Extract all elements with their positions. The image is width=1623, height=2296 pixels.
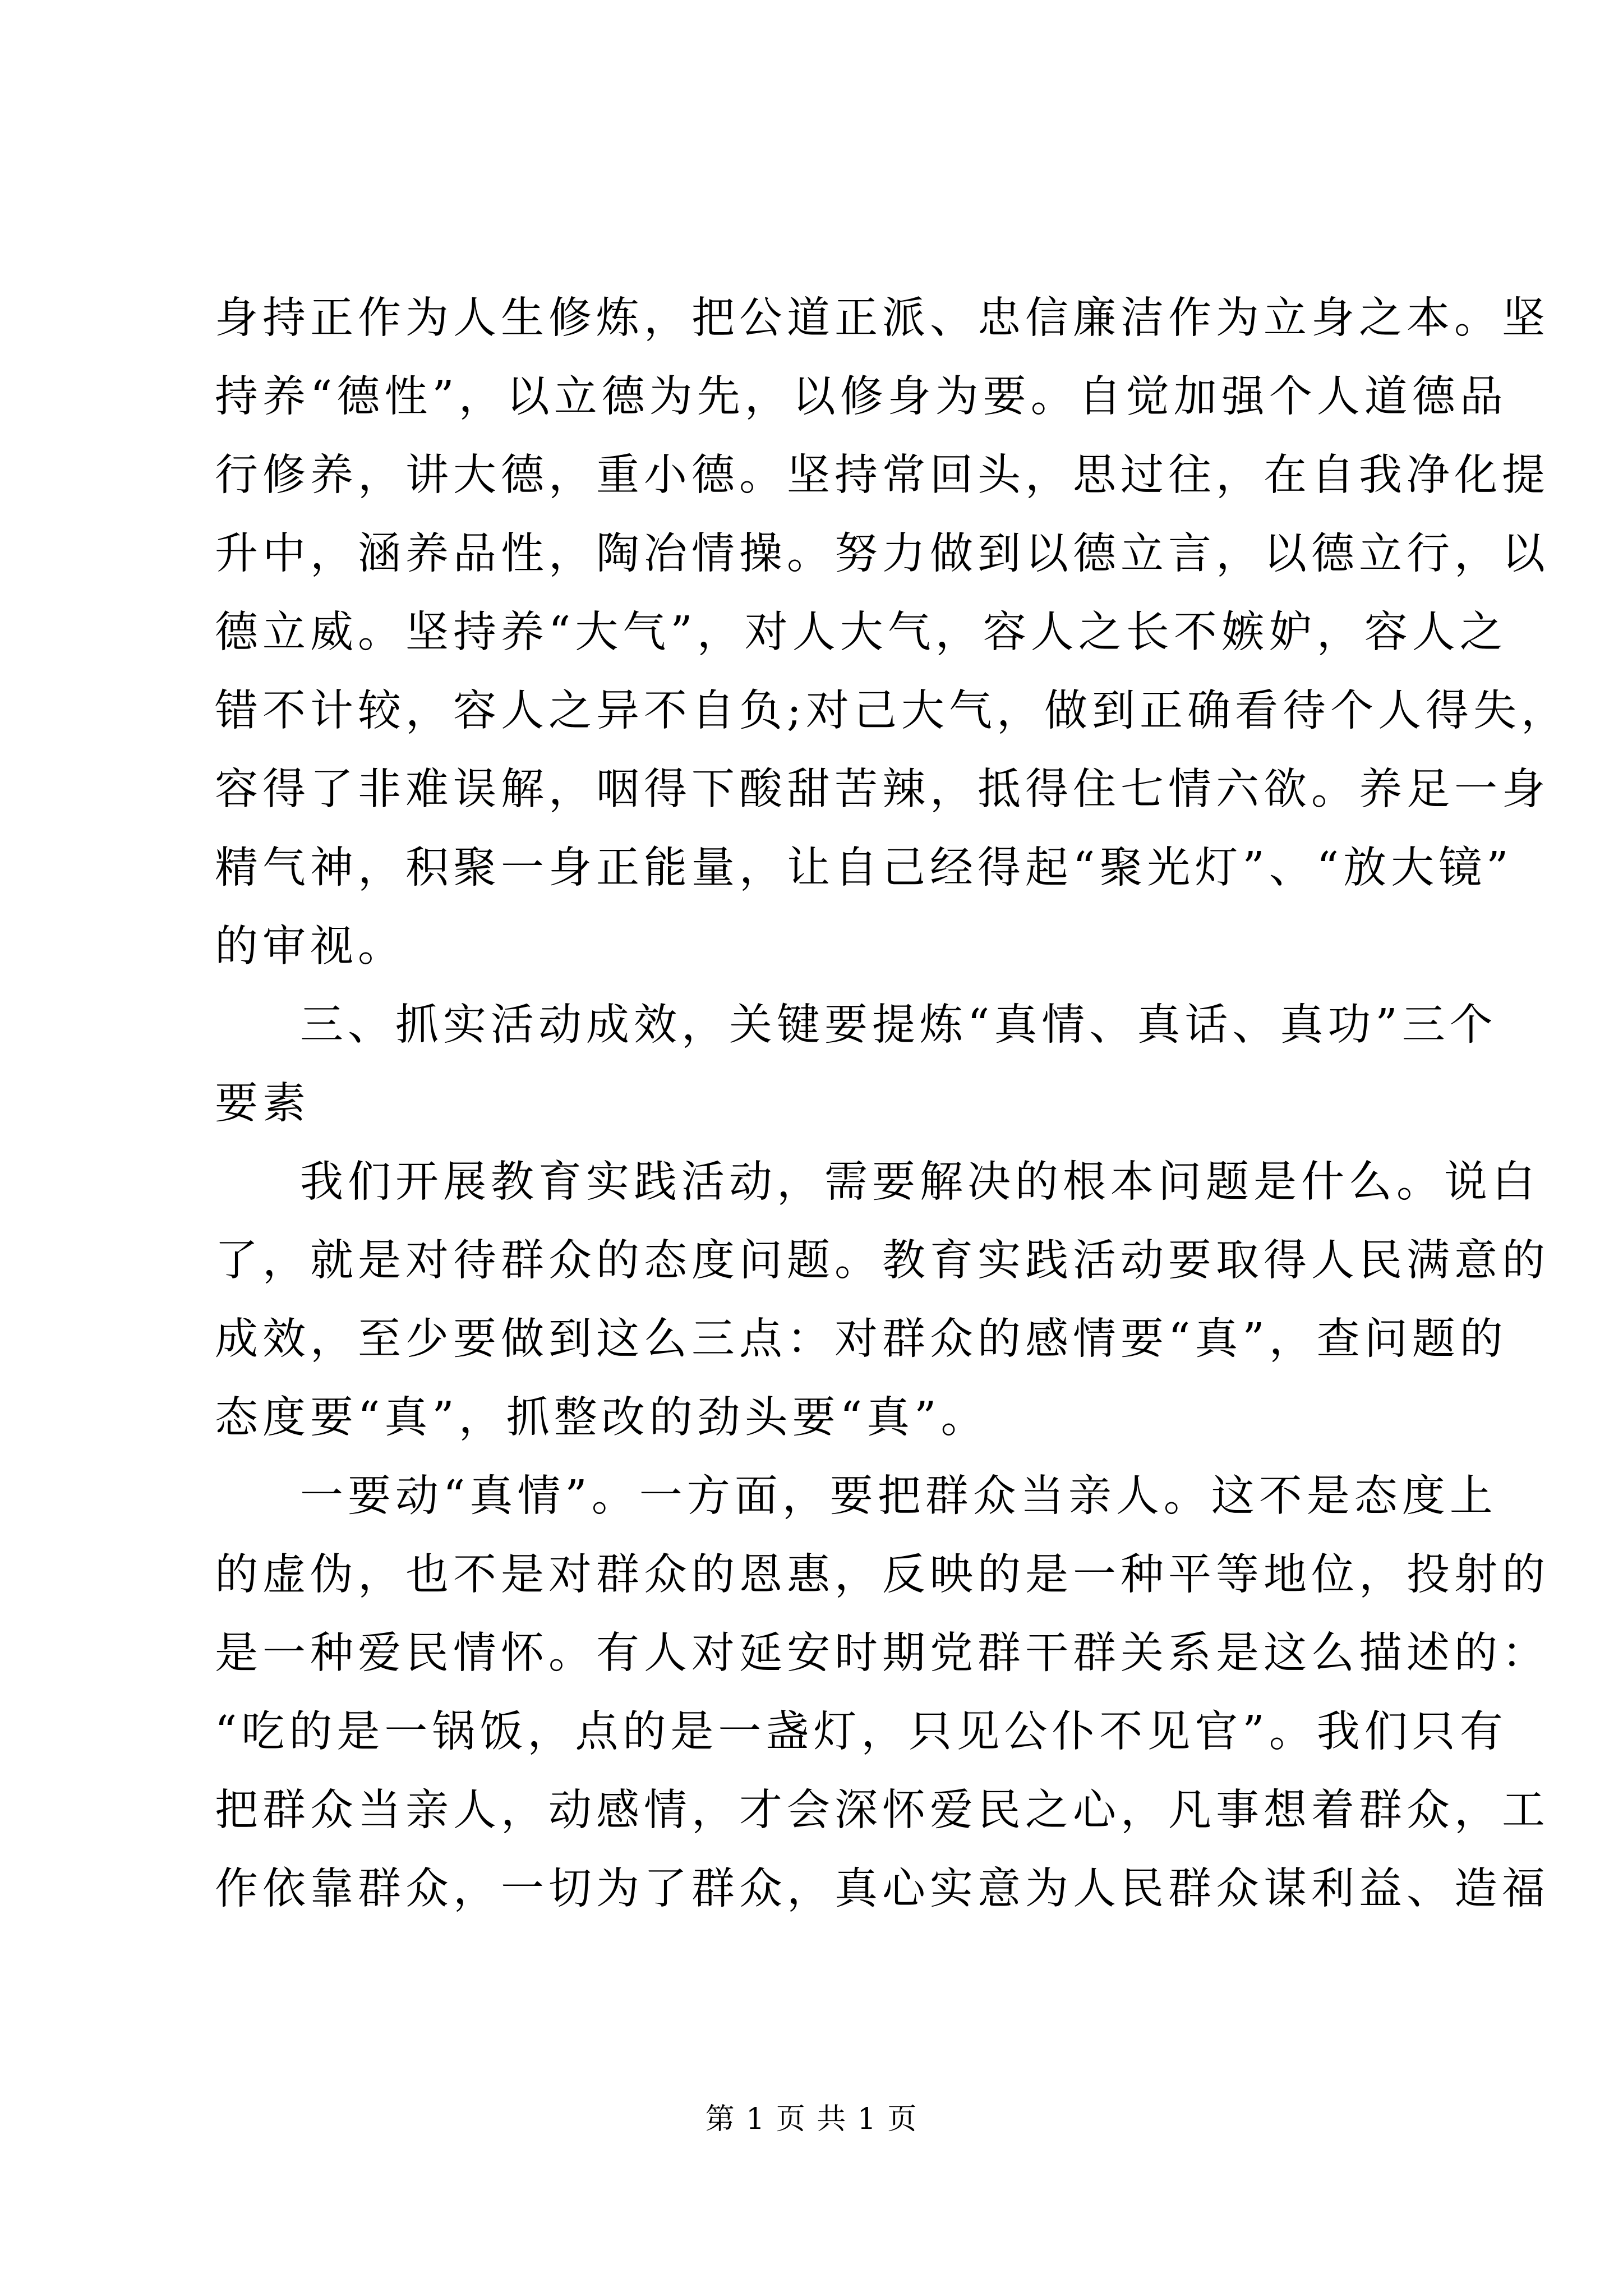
section-heading: 三、抓实活动成效，关键要提炼“真情、真话、真功”三个 <box>300 1000 1497 1050</box>
text-line: 我们开展教育实践活动，需要解决的根本问题是什么。说白 <box>300 1157 1539 1207</box>
text-line: 精气神，积聚一身正能量，让自己经得起“聚光灯”、“放大镜” <box>215 843 1513 893</box>
text-line: 容得了非难误解，咽得下酸甜苦辣，抵得住七情六欲。养足一身 <box>215 765 1550 815</box>
text-line: 错不计较，容人之异不自负;对己大气，做到正确看待个人得失， <box>215 686 1569 736</box>
text-line: 作依靠群众，一切为了群众，真心实意为人民群众谋利益、造福 <box>215 1864 1550 1914</box>
page-footer: 第 1 页 共 1 页 <box>705 2102 918 2136</box>
text-line: 的虚伪，也不是对群众的恩惠，反映的是一种平等地位，投射的 <box>215 1550 1550 1600</box>
text-line: “吃的是一锅饭，点的是一盏灯，只见公仆不见官”。我们只有 <box>215 1707 1507 1757</box>
text-line: 升中，涵养品性，陶冶情操。努力做到以德立言，以德立行，以 <box>215 529 1550 579</box>
text-line: 态度要“真”，抓整改的劲头要“真”。 <box>215 1393 989 1443</box>
text-line: 成效，至少要做到这么三点：对群众的感情要“真”，查问题的 <box>215 1314 1507 1364</box>
text-line: 的审视。 <box>215 922 405 972</box>
text-line: 把群众当亲人，动感情，才会深怀爱民之心，凡事想着群众，工 <box>215 1786 1550 1835</box>
text-line: 持养“德性”，以立德为先，以修身为要。自觉加强个人道德品 <box>215 372 1507 422</box>
text-line: 一要动“真情”。一方面，要把群众当亲人。这不是态度上 <box>300 1471 1497 1521</box>
text-line: 了，就是对待群众的态度问题。教育实践活动要取得人民满意的 <box>215 1236 1550 1286</box>
text-line: 身持正作为人生修炼，把公道正派、忠信廉洁作为立身之本。坚 <box>215 293 1550 343</box>
section-heading-continued: 要素 <box>215 1079 310 1129</box>
text-line: 德立威。坚持养“大气”，对人大气，容人之长不嫉妒，容人之 <box>215 608 1507 657</box>
text-line: 行修养，讲大德，重小德。坚持常回头，思过往，在自我净化提 <box>215 450 1550 500</box>
text-line: 是一种爱民情怀。有人对延安时期党群干群关系是这么描述的： <box>215 1628 1550 1678</box>
